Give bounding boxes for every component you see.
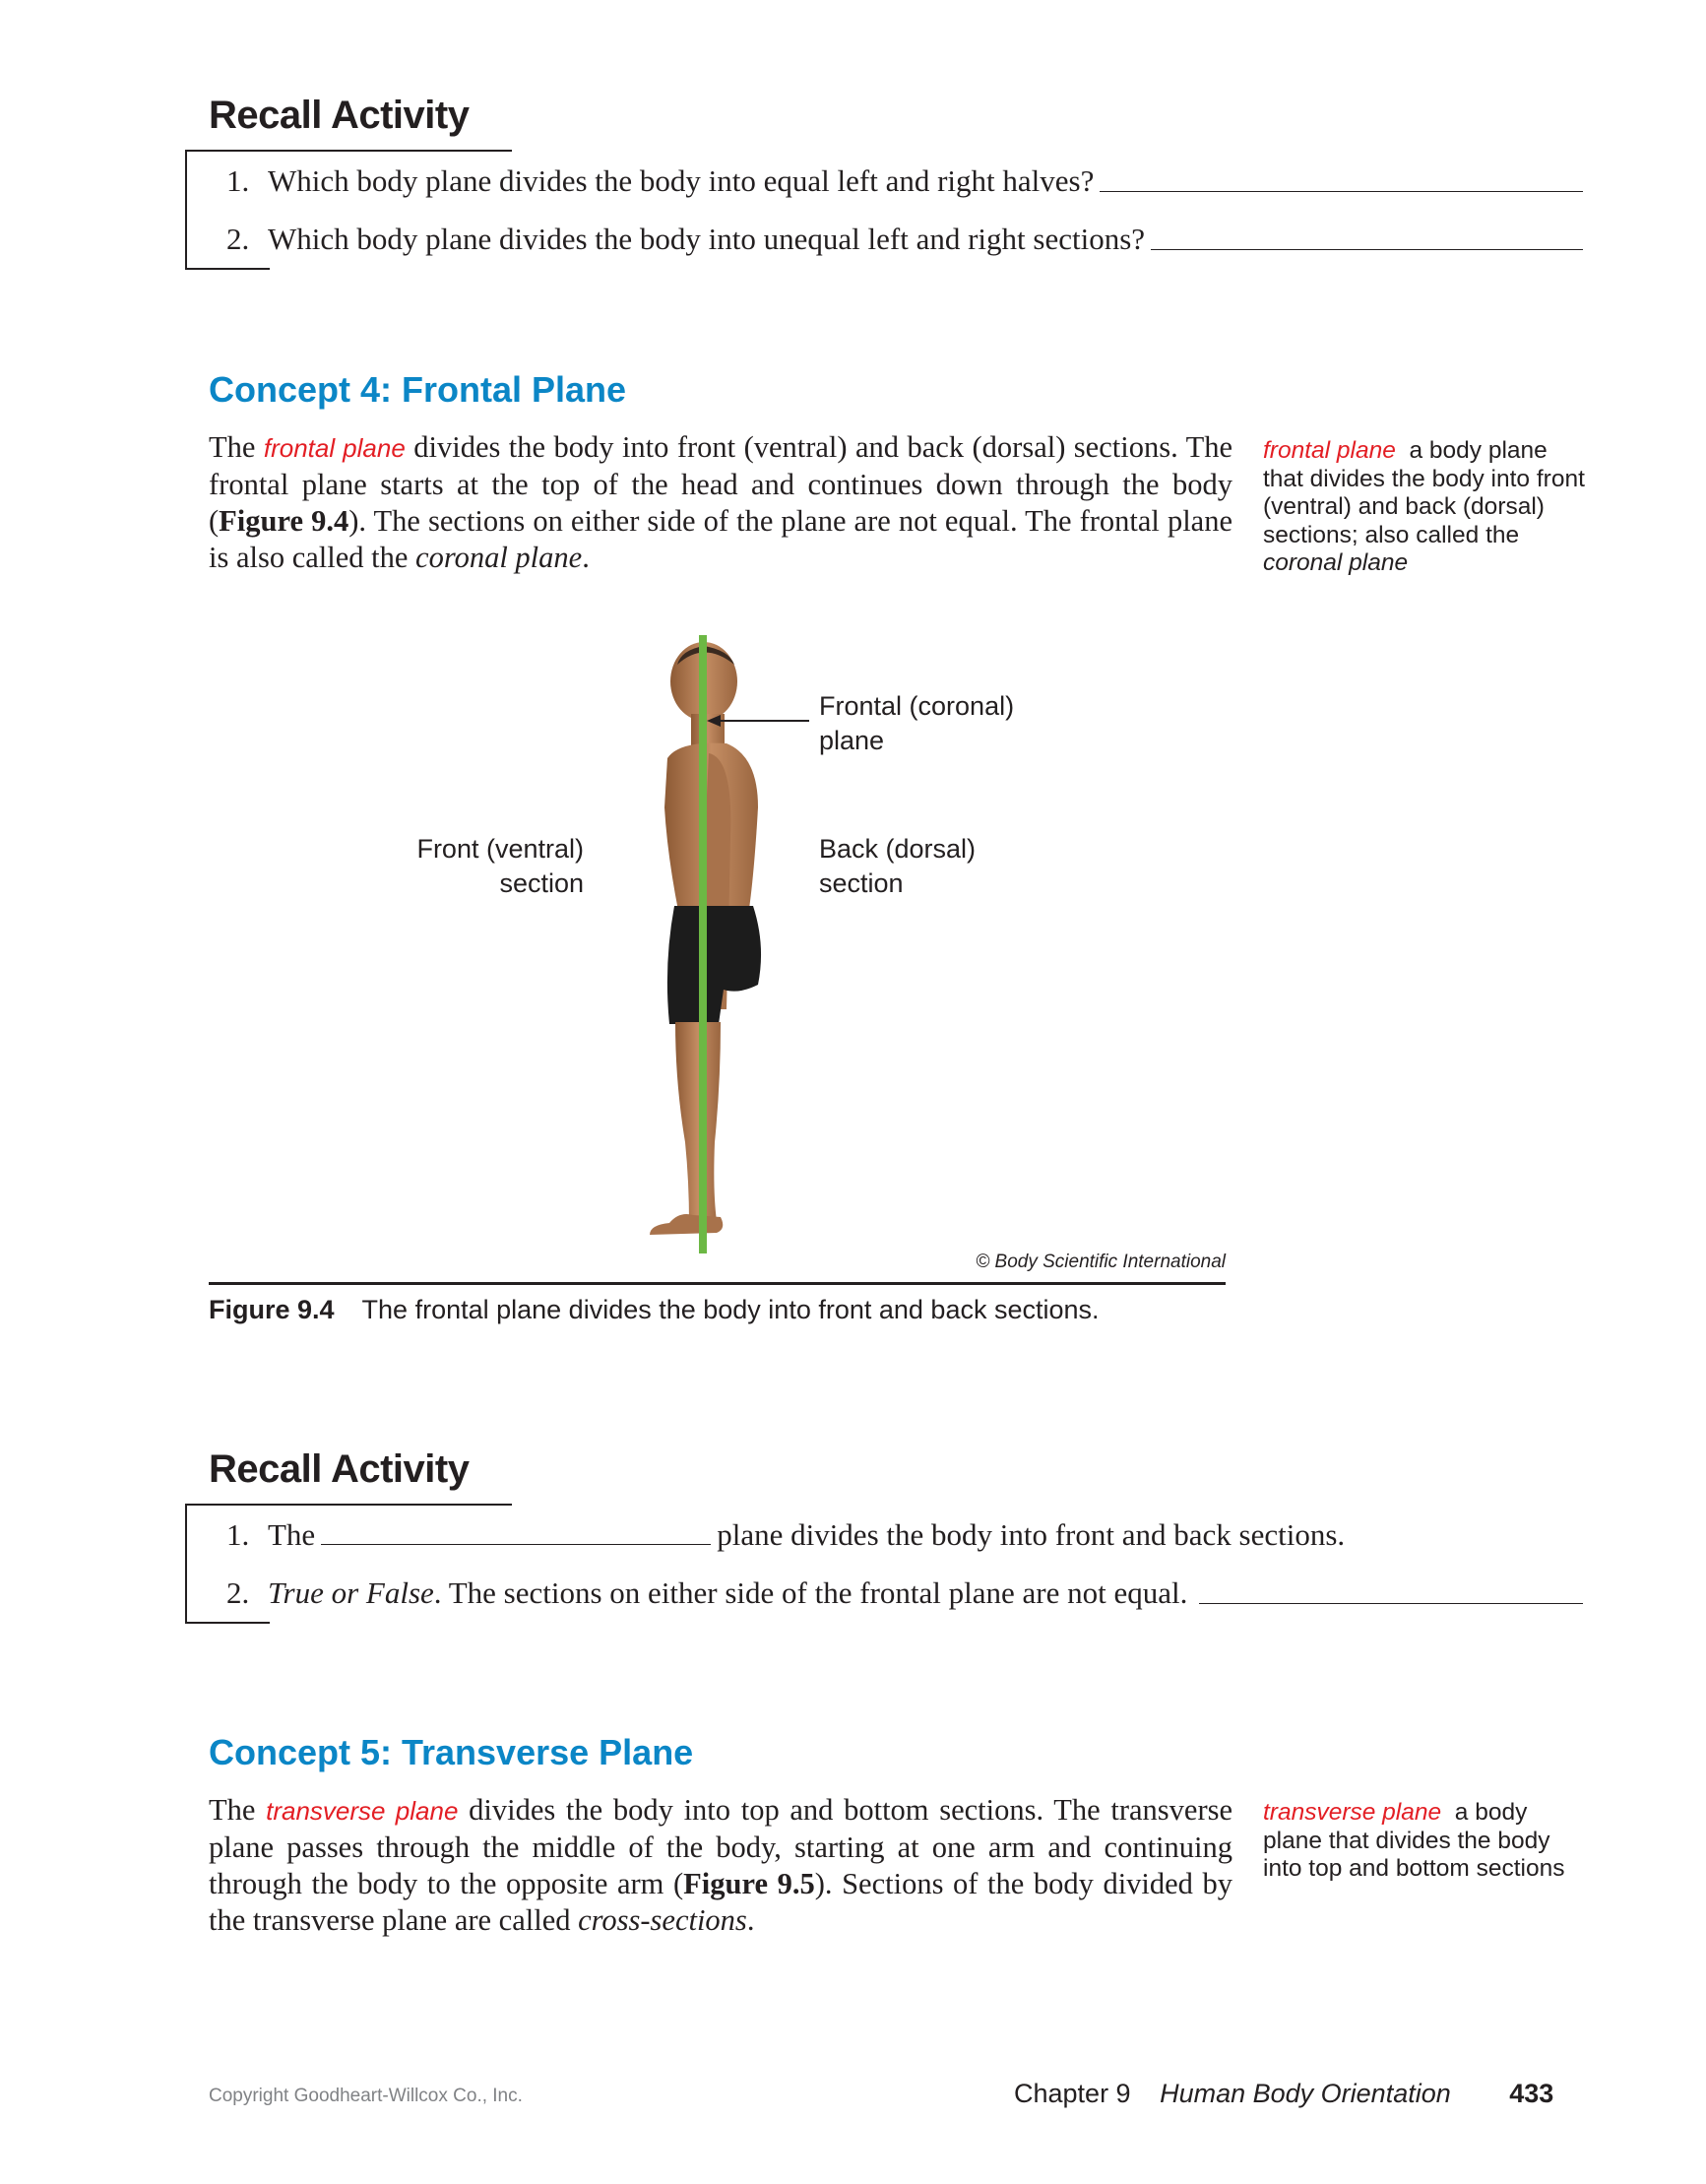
question-number: 2.: [226, 1575, 250, 1610]
concept-title: Concept 5: Transverse Plane: [209, 1732, 694, 1772]
glossary-definition: a body plane that divides the body into front (ventral) and back (dorsal) sections; also called the: [1263, 437, 1585, 548]
concept-paragraph: [209, 429, 1232, 576]
question-text: . The sections on either side of the frontal plane are not equal.: [433, 1575, 1188, 1610]
question-text: Which body plane divides the body into unequal left and right sections?: [268, 222, 1146, 256]
answer-blank[interactable]: [1151, 248, 1583, 250]
key-term: transverse plane: [266, 1796, 459, 1826]
glossary-italic: coronal plane: [1263, 549, 1409, 576]
label-frontal-plane: [819, 689, 1014, 758]
label-line: plane: [819, 726, 885, 755]
copyright-notice: Copyright Goodheart-Willcox Co., Inc.: [209, 2086, 523, 2106]
figure-rule: [209, 1282, 1226, 1285]
answer-blank[interactable]: [1100, 190, 1583, 192]
answer-blank[interactable]: [321, 1543, 711, 1545]
figure-reference: Figure 9.5: [683, 1867, 815, 1900]
paragraph-text: The: [209, 430, 256, 464]
question-text: Which body plane divides the body into equal left and right halves?: [268, 163, 1095, 198]
label-line: Back (dorsal): [819, 834, 977, 864]
figure-reference: Figure 9.4: [219, 504, 349, 538]
paragraph-text: ). The sections on either side of the plane are not equal. The frontal plane is also called the: [209, 504, 1233, 574]
recall-activity-title: Recall Activity: [209, 1447, 470, 1491]
shorts-shape: [667, 906, 761, 1024]
concept-paragraph: [209, 1792, 1232, 1939]
question-text: plane divides the body into front and back sections.: [717, 1517, 1346, 1552]
figure-caption: [209, 1295, 1100, 1325]
paragraph-text: divides the body into front (ventral) and back (dorsal) sections. The frontal plane starts at the top of the head and continues down through the body (: [209, 430, 1233, 538]
paragraph-text: ). Sections of the body divided by the transverse plane are called: [209, 1867, 1233, 1937]
label-line: Frontal (coronal): [819, 691, 1015, 721]
glossary-term: transverse plane: [1263, 1799, 1442, 1826]
paragraph-text: divides the body into top and bottom sections. The transverse plane passes through the middle of the body, starting at one arm and continuing through the body to the opposite arm (: [209, 1793, 1233, 1900]
label-back-section: [819, 832, 976, 901]
foot-shape: [650, 1214, 723, 1235]
recall-question-2: [226, 220, 1583, 259]
label-line: section: [819, 868, 904, 898]
paragraph-text: The: [209, 1793, 256, 1827]
label-leader-arrow: [707, 711, 815, 731]
recall-question-1: [226, 1515, 1583, 1555]
caption-number: Figure 9.4: [209, 1295, 335, 1324]
glossary-term: frontal plane: [1263, 437, 1396, 464]
paragraph-italic: coronal plane: [415, 541, 583, 574]
question-text: The: [268, 1517, 316, 1552]
leg-shape: [675, 1022, 721, 1223]
paragraph-italic: cross-sections: [578, 1903, 747, 1937]
label-front-section: [374, 832, 584, 901]
concept-title: Concept 4: Frontal Plane: [209, 369, 627, 410]
paragraph-text: .: [582, 541, 590, 574]
label-line: section: [499, 868, 584, 898]
recall-question-1: [226, 161, 1583, 201]
label-line: Front (ventral): [416, 834, 584, 864]
answer-blank[interactable]: [1199, 1602, 1583, 1604]
caption-text: The frontal plane divides the body into front and back sections.: [361, 1295, 1100, 1324]
paragraph-text: .: [746, 1903, 755, 1937]
running-footer: [1014, 2079, 1553, 2109]
page-number: 433: [1509, 2079, 1554, 2108]
chapter-number: Chapter 9: [1014, 2079, 1131, 2108]
glossary-definition: a body plane that divides the body into top and bottom sections: [1263, 1799, 1565, 1882]
key-term: frontal plane: [263, 433, 406, 463]
figure-credit: © Body Scientific International: [976, 1252, 1226, 1272]
margin-glossary-note: [1263, 437, 1588, 578]
question-number: 2.: [226, 222, 250, 256]
question-italic: True or False: [268, 1575, 434, 1610]
recall-question-2: [226, 1574, 1583, 1613]
question-number: 1.: [226, 1517, 250, 1552]
question-number: 1.: [226, 163, 250, 198]
frontal-plane-line: [699, 635, 707, 1253]
recall-activity-title: Recall Activity: [209, 94, 470, 137]
margin-glossary-note: [1263, 1799, 1588, 1884]
chapter-title: Human Body Orientation: [1160, 2079, 1451, 2108]
